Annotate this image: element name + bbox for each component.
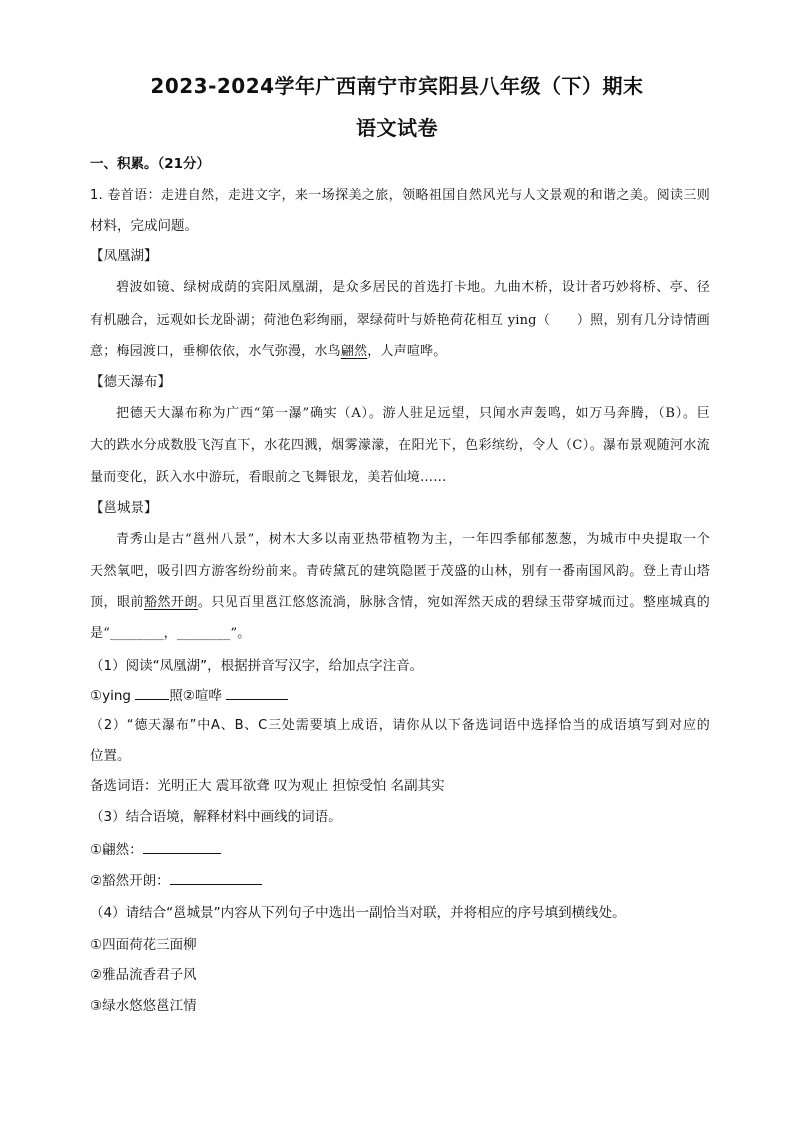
option-2: ②雅品流香君子风 xyxy=(90,967,197,983)
subquestion-2-line1: （2）“德天瀑布”中A、B、C三处需要填上成语，请你从以下备选词语中选择恰当的成语填写到对应的 xyxy=(90,718,710,733)
material2-line1: 把德天大瀑布称为广西“第一瀑”确实（A）。游人驻足远望，只闻水声轰鸣，如万马奔腾，（B）。巨 xyxy=(116,406,710,421)
underlined-word-huoran: 豁然开朗 xyxy=(143,595,198,610)
material-heading-fenghuanghu: 【凤凰湖】 xyxy=(90,248,158,264)
material2-line3: 量而变化，跃入水中游玩，看眼前之飞舞银龙，美若仙境…… xyxy=(90,470,447,485)
answer-blank[interactable] xyxy=(143,839,221,854)
material1-line3: 意；梅园渡口，垂柳依依，水气弥漫，水鸟翩然，人声喧哗。 xyxy=(90,344,447,359)
material2-line2: 大的跌水分成数股飞泻直下，水花四溅，烟雾濛濛，在阳光下，色彩缤纷，令人（C）。瀑布景观随河水流 xyxy=(90,438,710,453)
option-3: ③绿水悠悠邕江情 xyxy=(90,998,197,1014)
exam-title: 2023-2024学年广西南宁市宾阳县八年级（下）期末 xyxy=(150,74,644,98)
exam-subtitle: 语文试卷 xyxy=(356,116,438,140)
question-intro-line1: 1. 卷首语：走进自然，走进文字，来一场探美之旅，领略祖国自然风光与人文景观的和谐之美。阅读三则 xyxy=(90,188,710,203)
answer-blank[interactable] xyxy=(170,870,262,885)
subquestion-4: （4）请结合“邕城景”内容从下列句子中选出一副恰当对联，并将相应的序号填到横线处。 xyxy=(90,905,626,921)
subquestion-1-answer: ①ying 照②喧哗 xyxy=(90,684,288,704)
material3-line4: 是“________，________”。 xyxy=(90,626,251,641)
material1-line1: 碧波如镜、绿树成荫的宾阳凤凰湖，是众多居民的首选打卡地。九曲木桥，设计者巧妙将桥、亭、径 xyxy=(116,280,710,295)
material1-line2: 有机融合，远观如长龙卧湖；荷池色彩绚丽，翠绿荷叶与娇艳荷花相互 ying（ ）照，别有几分诗情画 xyxy=(90,313,710,328)
material3-line2: 天然氧吧，吸引四方游客纷纷前来。青砖黛瓦的建筑隐匿于茂盛的山林，别有一番南国风韵。登上青山塔 xyxy=(90,564,710,579)
answer-blank[interactable] xyxy=(135,685,169,700)
option-1: ①四面荷花三面柳 xyxy=(90,937,197,953)
section-heading: 一、积累。（21分） xyxy=(90,156,211,172)
underlined-word-pianran: 翩然 xyxy=(340,344,368,359)
candidate-words: 备选词语：光明正大 震耳欲聋 叹为观止 担惊受怕 名副其实 xyxy=(90,778,445,794)
answer-blank[interactable] xyxy=(226,685,288,700)
subquestion-3-a: ①翩然： xyxy=(90,838,221,858)
subquestion-3-b: ②豁然开朗： xyxy=(90,869,262,889)
question-intro-line2: 材料，完成问题。 xyxy=(90,218,198,234)
material3-line3: 顶，眼前豁然开朗。只见百里邕江悠悠流淌，脉脉含情，宛如浑然天成的碧绿玉带穿城而过。整座城真的 xyxy=(90,595,710,610)
subquestion-3: （3）结合语境，解释材料中画线的词语。 xyxy=(90,809,342,825)
subquestion-2-line2: 位置。 xyxy=(90,748,131,764)
material3-line1: 青秀山是古“邕州八景”，树木大多以南亚热带植物为主，一年四季郁郁葱葱，为城市中央提取一个 xyxy=(116,532,710,547)
material-heading-detian: 【德天瀑布】 xyxy=(90,374,171,390)
material-heading-yongcheng: 【邕城景】 xyxy=(90,500,158,516)
subquestion-1: （1）阅读“凤凰湖”，根据拼音写汉字，给加点字注音。 xyxy=(90,658,424,674)
